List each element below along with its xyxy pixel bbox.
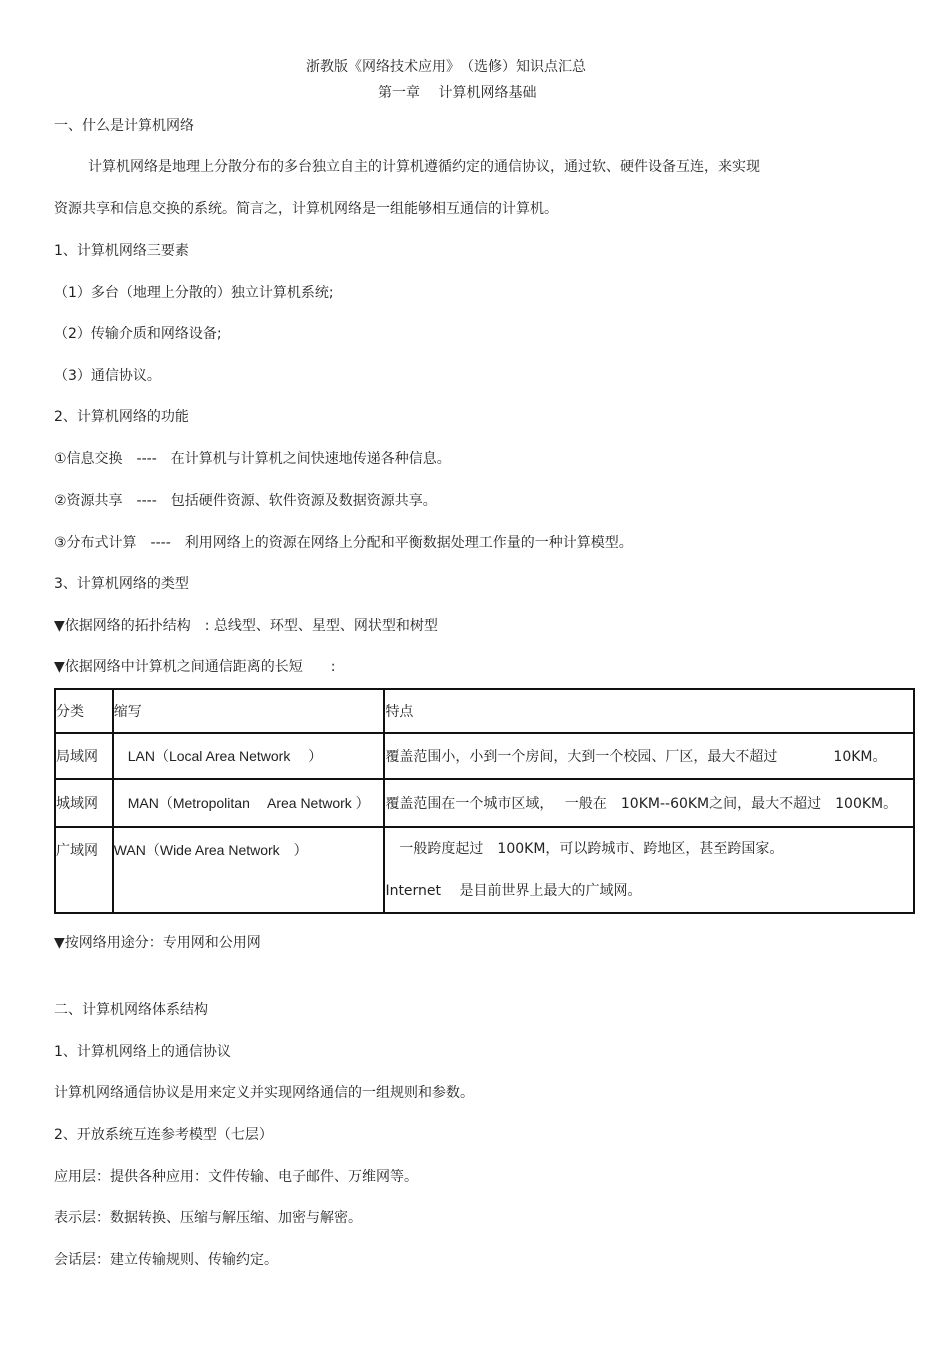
section-heading: 二、计算机网络体系结构 [54, 1002, 208, 1018]
table-header-cell: 分类 [55, 689, 113, 733]
bullet-item: ▼依据网络的拓扑结构 : 总线型、环型、星型、网状型和树型 [54, 618, 438, 634]
table-cell: 广域网 [55, 827, 113, 913]
list-item: ①信息交换 ---- 在计算机与计算机之间快速地传递各种信息。 [54, 451, 451, 467]
table-header-cell: 缩写 [113, 689, 385, 733]
table-cell-line: 一般跨度起过 100KM，可以跨城市、跨地区，甚至跨国家。 [385, 841, 784, 857]
bullet-item: ▼依据网络中计算机之间通信距离的长短 : [54, 659, 336, 675]
list-item: ③分布式计算 ---- 利用网络上的资源在网络上分配和平衡数据处理工作量的一种计算模型。 [54, 535, 633, 551]
list-item: （2）传输介质和网络设备; [54, 326, 222, 342]
table-cell: 局域网 [55, 733, 113, 779]
paragraph: 计算机网络通信协议是用来定义并实现网络通信的一组规则和参数。 [54, 1085, 474, 1101]
list-item: 会话层：建立传输规则、传输约定。 [54, 1252, 278, 1268]
paragraph: 计算机网络是地理上分散分布的多台独立自主的计算机遵循约定的通信协议，通过软、硬件设备互连，来实现 [88, 159, 760, 175]
table-header-row [55, 689, 914, 733]
table-cell: 城域网 [55, 779, 113, 827]
table-cell [384, 827, 914, 913]
network-types-table [54, 688, 915, 914]
list-item: （3）通信协议。 [54, 368, 161, 384]
table-row [55, 827, 914, 913]
list-item: 应用层：提供各种应用：文件传输、电子邮件、万维网等。 [54, 1169, 418, 1185]
subsection-heading: 2、开放系统互连参考模型（七层） [54, 1127, 273, 1143]
section-heading: 一、什么是计算机网络 [54, 118, 194, 134]
table-cell: 覆盖范围在一个城市区域， 一般在 10KM--60KM之间，最大不超过 100KM。 [384, 779, 914, 827]
subsection-heading: 3、计算机网络的类型 [54, 576, 189, 592]
subsection-heading: 1、计算机网络上的通信协议 [54, 1044, 231, 1060]
bullet-item: ▼按网络用途分：专用网和公用网 [54, 935, 261, 951]
list-item: ②资源共享 ---- 包括硬件资源、软件资源及数据资源共享。 [54, 493, 437, 509]
table-cell-line: Internet 是目前世界上最大的广域网。 [385, 883, 642, 899]
paragraph: 资源共享和信息交换的系统。简言之，计算机网络是一组能够相互通信的计算机。 [54, 201, 558, 217]
chapter-title: 第一章 计算机网络基础 [378, 85, 537, 101]
list-item: 表示层：数据转换、压缩与解压缩、加密与解密。 [54, 1210, 362, 1226]
table-header-cell: 特点 [384, 689, 914, 733]
table-cell: 覆盖范围小，小到一个房间，大到一个校园、厂区，最大不超过 10KM。 [384, 733, 914, 779]
table-row [55, 779, 914, 827]
document-title: 浙教版《网络技术应用》 （选修）知识点汇总 [306, 59, 586, 75]
table-row [55, 733, 914, 779]
subsection-heading: 2、计算机网络的功能 [54, 409, 189, 425]
table-cell: LAN（Local Area Network ） [113, 733, 385, 779]
table-cell: MAN（Metropolitan Area Network ） [113, 779, 385, 827]
table-cell: WAN（Wide Area Network ） [113, 827, 385, 913]
subsection-heading: 1、计算机网络三要素 [54, 243, 189, 259]
list-item: （1）多台（地理上分散的）独立计算机系统; [54, 285, 334, 301]
